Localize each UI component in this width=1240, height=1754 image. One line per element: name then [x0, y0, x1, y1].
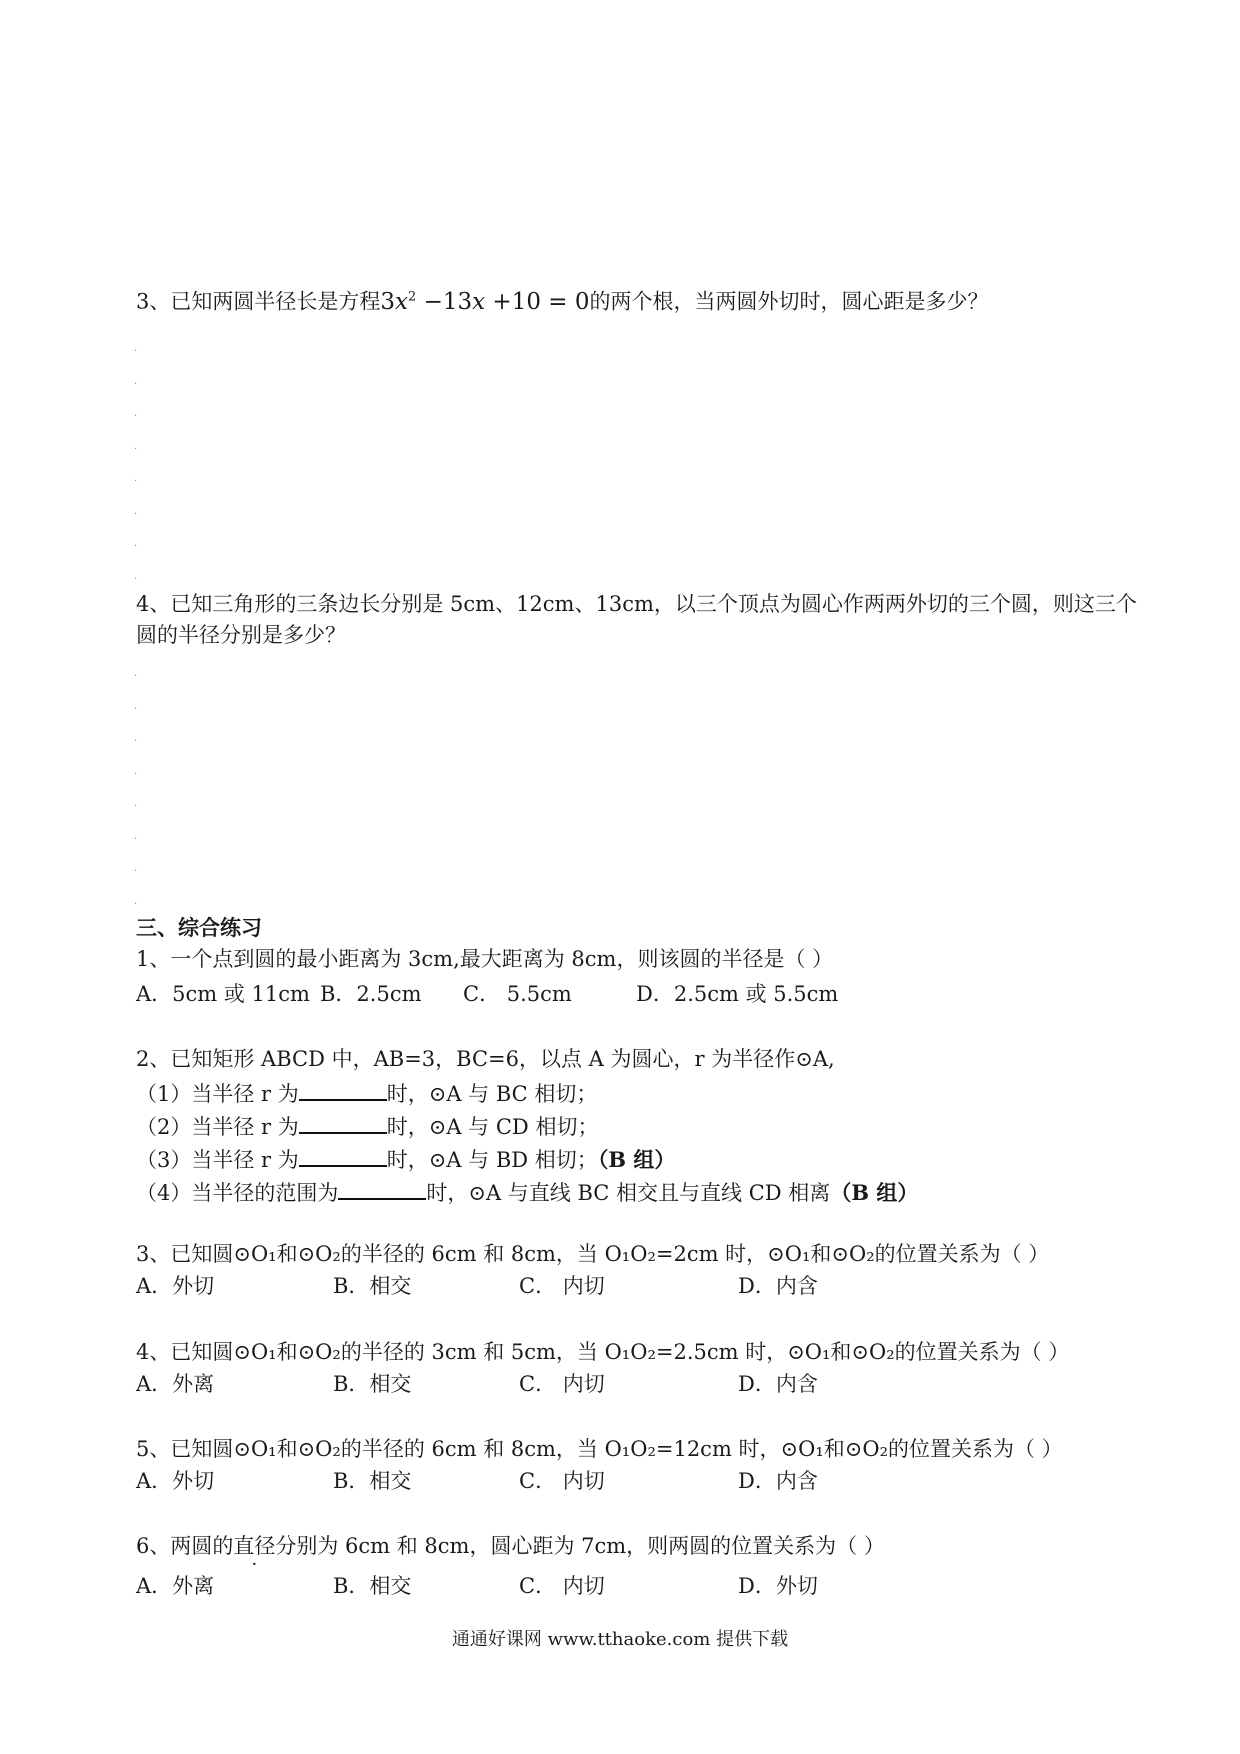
s2-part-3	[136, 1143, 675, 1175]
space-marker: .	[134, 343, 138, 354]
space-marker: .	[134, 571, 138, 582]
group-b-tag: （B 组）	[830, 1180, 919, 1205]
space-marker: .	[134, 798, 138, 809]
s1-stem: 1、一个点到圆的最小距离为 3cm,最大距离为 8cm，则该圆的半径是（ ）	[136, 947, 834, 971]
s3-option-d: D．内含	[738, 1274, 818, 1298]
answer-blank[interactable]	[299, 1110, 387, 1134]
s6-text: 6、两圆的	[136, 1534, 234, 1558]
space-marker: .	[134, 376, 138, 387]
s5-option-c: C． 内切	[519, 1469, 605, 1493]
s6-option-c: C． 内切	[519, 1574, 605, 1598]
s2-part-4	[136, 1176, 918, 1208]
s3-option-a: A．外切	[136, 1274, 215, 1298]
q3-prefix: 3、已知两圆半径长是方程	[136, 289, 381, 314]
s5-option-d: D．内含	[738, 1469, 818, 1493]
s2-p4-text: （4）当半径的范围为	[136, 1181, 339, 1205]
s2-p2-text: （2）当半径 r 为	[136, 1115, 299, 1139]
space-marker: .	[134, 668, 138, 679]
s2-p1-text: （1）当半径 r 为	[136, 1082, 299, 1106]
s1-option-d: D．2.5cm 或 5.5cm	[636, 982, 839, 1006]
s1-option-b: B．2.5cm	[320, 982, 422, 1006]
answer-blank[interactable]	[299, 1077, 387, 1101]
s6-option-d: D．外切	[738, 1574, 818, 1598]
s5-option-b: B．相交	[333, 1469, 412, 1493]
s4-stem: 4、已知圆⊙O₁和⊙O₂的半径的 3cm 和 5cm，当 O₁O₂=2.5cm 时，⊙O₁和⊙O₂的位置关系为（ ）	[136, 1340, 1070, 1364]
s4-option-c: C． 内切	[519, 1372, 605, 1396]
s2-p1-text2: 时，⊙A 与 BC 相切；	[386, 1082, 598, 1106]
space-marker: .	[134, 831, 138, 842]
s6-option-b: B．相交	[333, 1574, 412, 1598]
space-marker: .	[134, 538, 138, 549]
s4-option-d: D．内含	[738, 1372, 818, 1396]
s2-p4-text2: 时，⊙A 与直线 BC 相交且与直线 CD 相离	[426, 1181, 831, 1205]
s6-option-a: A．外离	[136, 1574, 215, 1598]
equation: $3x^2 -13x +10 = 0$	[380, 288, 590, 315]
footer-text: 通通好课网 www.tthaoke.com 提供下载	[451, 1629, 789, 1650]
space-marker: .	[134, 863, 138, 874]
s6-stem	[136, 1531, 885, 1561]
s6-text2: 分别为 6cm 和 8cm，圆心距为 7cm，则两圆的位置关系为（ ）	[275, 1534, 885, 1558]
space-marker: .	[134, 408, 138, 419]
s3-option-b: B．相交	[333, 1274, 412, 1298]
s1-option-c: C． 5.5cm	[463, 982, 572, 1006]
space-marker: .	[134, 506, 138, 517]
s4-option-b: B．相交	[333, 1372, 412, 1396]
answer-blank[interactable]	[299, 1143, 387, 1167]
question-4-top-line1: 4、已知三角形的三条边长分别是 5cm、12cm、13cm，以三个顶点为圆心作两两外切的三个圆，则这三个	[136, 592, 1137, 616]
s3-option-c: C． 内切	[519, 1274, 605, 1298]
s2-part-1	[136, 1077, 597, 1109]
s5-option-a: A．外切	[136, 1469, 215, 1493]
answer-blank[interactable]	[338, 1176, 426, 1200]
s2-p2-text2: 时，⊙A 与 CD 相切；	[386, 1115, 599, 1139]
space-marker: .	[134, 896, 138, 907]
space-marker: .	[134, 701, 138, 712]
s5-stem: 5、已知圆⊙O₁和⊙O₂的半径的 6cm 和 8cm，当 O₁O₂=12cm 时，⊙O₁和⊙O₂的位置关系为（ ）	[136, 1437, 1063, 1461]
space-marker: .	[134, 766, 138, 777]
s2-p3-text2: 时，⊙A 与 BD 相切；	[386, 1148, 598, 1172]
q3-suffix: 的两个根，当两圆外切时，圆心距是多少？	[589, 289, 989, 314]
space-marker: .	[134, 733, 138, 744]
section-heading: 三、综合练习	[136, 915, 262, 940]
space-marker: .	[134, 473, 138, 484]
emphasized-word: 直径	[233, 1534, 276, 1558]
s2-part-2	[136, 1110, 598, 1142]
question-3-top	[136, 282, 989, 317]
s1-option-a: A．5cm 或 11cm	[136, 982, 310, 1006]
question-4-top-line2: 圆的半径分别是多少？	[136, 623, 346, 647]
s3-stem: 3、已知圆⊙O₁和⊙O₂的半径的 6cm 和 8cm，当 O₁O₂=2cm 时，⊙O₁和⊙O₂的位置关系为（ ）	[136, 1242, 1050, 1266]
s2-stem: 2、已知矩形 ABCD 中，AB=3，BC=6，以点 A 为圆心，r 为半径作⊙A,	[136, 1047, 835, 1071]
s4-option-a: A．外离	[136, 1372, 215, 1396]
s2-p3-text: （3）当半径 r 为	[136, 1148, 299, 1172]
group-b-tag: （B 组）	[597, 1147, 676, 1172]
space-marker: .	[134, 441, 138, 452]
